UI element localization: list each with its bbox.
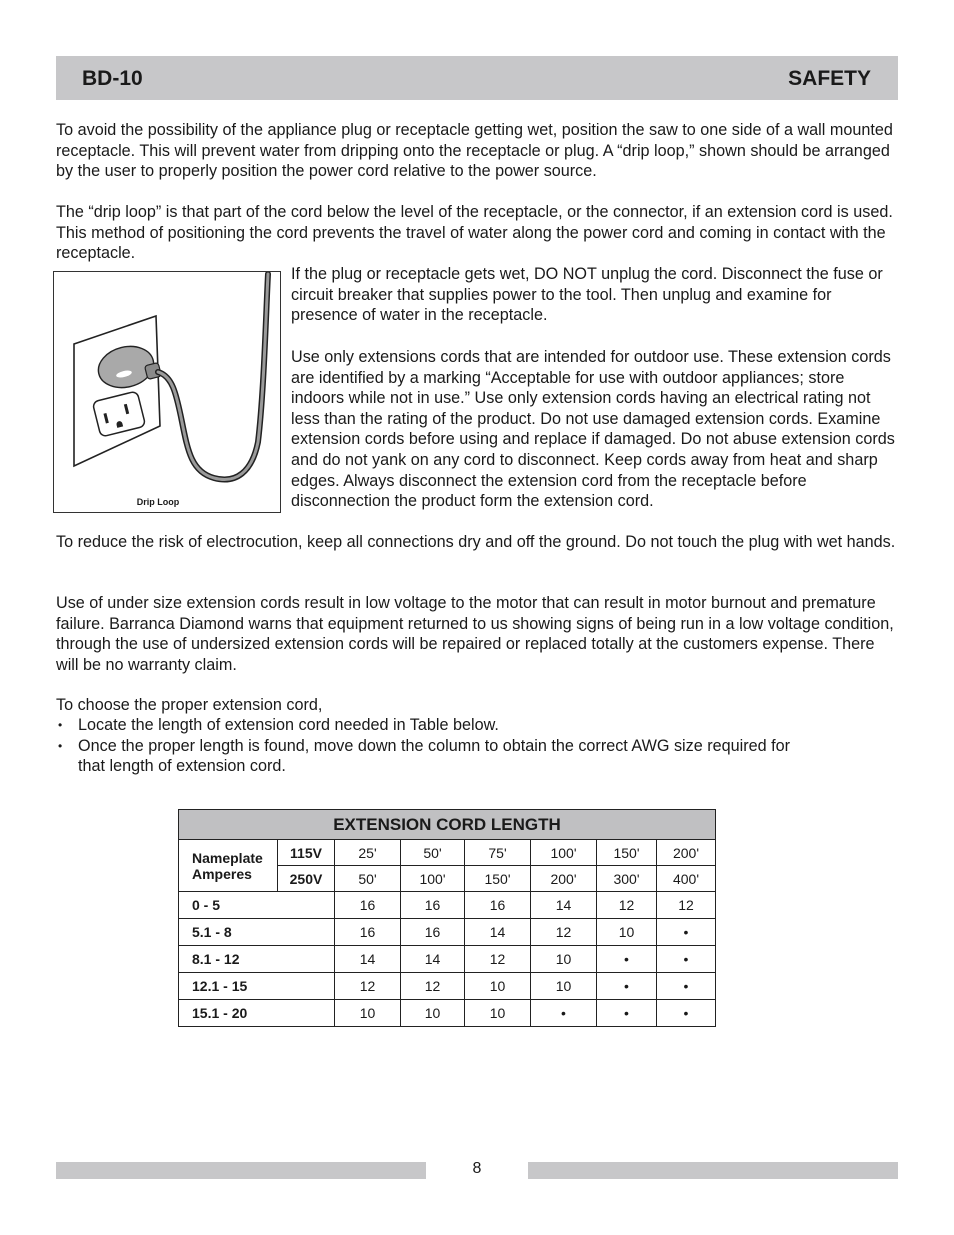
table-cell: 12 bbox=[657, 892, 716, 919]
voltage-115: 115V bbox=[278, 840, 335, 866]
table-cell: 10 bbox=[401, 1000, 465, 1027]
table-cell: • bbox=[657, 973, 716, 1000]
table-cell: 12 bbox=[401, 973, 465, 1000]
amperes-range: 5.1 - 8 bbox=[179, 919, 335, 946]
steps-list bbox=[56, 715, 816, 777]
amperes-header-line2: Amperes bbox=[192, 865, 252, 882]
table-cell: • bbox=[657, 1000, 716, 1027]
table-cell: 300' bbox=[597, 866, 657, 892]
table-row bbox=[179, 919, 716, 946]
table-cell: 14 bbox=[531, 892, 597, 919]
amperes-range: 15.1 - 20 bbox=[179, 1000, 335, 1027]
table-cell: 16 bbox=[465, 892, 531, 919]
table-cell: • bbox=[657, 919, 716, 946]
table-cell: 10 bbox=[531, 946, 597, 973]
footer-bar-right bbox=[528, 1162, 898, 1179]
table-cell: 10 bbox=[465, 973, 531, 1000]
figure-caption: Drip Loop bbox=[136, 497, 180, 507]
table-cell: 16 bbox=[335, 919, 401, 946]
extension-cord-table bbox=[178, 809, 716, 1027]
table-cell: • bbox=[597, 1000, 657, 1027]
table-cell: 14 bbox=[401, 946, 465, 973]
table-cell: 50' bbox=[401, 840, 465, 866]
paragraph-drip-loop: The “drip loop” is that part of the cord below the level of the receptacle, or the connector, if an extension cord is used. This method of positioning the cord prevents the travel of water along the power cord and coming in contact with the receptacle. bbox=[56, 203, 893, 263]
paragraph-wet-plug: If the plug or receptacle gets wet, DO NOT unplug the cord. Disconnect the fuse or circuit breaker that supplies power to the tool. Then unplug and examine for presence of water in the receptacle. bbox=[291, 265, 883, 325]
table-row bbox=[179, 1000, 716, 1027]
amperes-range: 8.1 - 12 bbox=[179, 946, 335, 973]
table-cell: 16 bbox=[335, 892, 401, 919]
table-cell: • bbox=[597, 946, 657, 973]
footer-bar-left bbox=[56, 1162, 426, 1179]
list-item: • Once the proper length is found, move down the column to obtain the correct AWG size required for that length of extension cord. bbox=[56, 736, 816, 777]
table-cell: 150' bbox=[597, 840, 657, 866]
table-cell: 50' bbox=[335, 866, 401, 892]
table-cell: 25' bbox=[335, 840, 401, 866]
table-cell: 100' bbox=[531, 840, 597, 866]
amperes-range: 12.1 - 15 bbox=[179, 973, 335, 1000]
table-cell: 150' bbox=[465, 866, 531, 892]
paragraph-undersize: Use of under size extension cords result in low voltage to the motor that can result in motor burnout and premature failure. Barranca Diamond warns that equipment returned to us showing signs of being run in a low voltage condition, through the use of undersized extension cords will be repaired or replaced totally at the customers expense. There will be no warranty claim. bbox=[56, 594, 894, 674]
table-cell: 75' bbox=[465, 840, 531, 866]
drip-loop-figure bbox=[53, 271, 281, 513]
table-title: EXTENSION CORD LENGTH bbox=[179, 810, 716, 840]
amperes-header bbox=[179, 840, 278, 892]
table-cell: 10 bbox=[597, 919, 657, 946]
table-cell: 14 bbox=[465, 919, 531, 946]
amperes-header-line1: Nameplate bbox=[192, 849, 263, 866]
page-number: 8 bbox=[472, 1160, 482, 1177]
table-cell: 10 bbox=[335, 1000, 401, 1027]
table-cell: 12 bbox=[465, 946, 531, 973]
section-title: SAFETY bbox=[788, 67, 871, 90]
table-cell: 400' bbox=[657, 866, 716, 892]
table-cell: 12 bbox=[531, 919, 597, 946]
table-row bbox=[179, 946, 716, 973]
table-cell: 10 bbox=[465, 1000, 531, 1027]
table-cell: • bbox=[531, 1000, 597, 1027]
drip-loop-illustration bbox=[54, 272, 280, 512]
model-name: BD-10 bbox=[82, 67, 143, 90]
table-cell: 16 bbox=[401, 919, 465, 946]
table-cell: 200' bbox=[531, 866, 597, 892]
table-cell: 12 bbox=[335, 973, 401, 1000]
table-cell: 200' bbox=[657, 840, 716, 866]
table-cell: 14 bbox=[335, 946, 401, 973]
table-cell: 100' bbox=[401, 866, 465, 892]
list-item: • Locate the length of extension cord needed in Table below. bbox=[56, 715, 816, 736]
page-header bbox=[56, 56, 898, 100]
table-row bbox=[179, 840, 716, 866]
amperes-range: 0 - 5 bbox=[179, 892, 335, 919]
paragraph-choose-cord: To choose the proper extension cord, bbox=[56, 696, 323, 714]
table-cell: 10 bbox=[531, 973, 597, 1000]
table-cell: • bbox=[657, 946, 716, 973]
table-row bbox=[179, 892, 716, 919]
voltage-250: 250V bbox=[278, 866, 335, 892]
table-row bbox=[179, 973, 716, 1000]
table-cell: • bbox=[597, 973, 657, 1000]
table-cell: 12 bbox=[597, 892, 657, 919]
paragraph-electrocution: To reduce the risk of electrocution, keep all connections dry and off the ground. Do not touch the plug with wet hands. bbox=[56, 533, 896, 551]
table-cell: 16 bbox=[401, 892, 465, 919]
paragraph-plug-position: To avoid the possibility of the appliance plug or receptacle getting wet, position the saw to one side of a wall mounted receptacle. This will prevent water from dripping onto the receptacle or plug. A “drip loop,” shown should be arranged by the user to properly position the power cord relative to the power source. bbox=[56, 121, 893, 181]
paragraph-outdoor-cords: Use only extensions cords that are intended for outdoor use. These extension cords are identified by a marking “Acceptable for use with outdoor appliances; store indoors while not in use.” Use only extension cords having an electrical rating not less than the rating of the product. Do not use damaged extension cords. Examine extension cords before using and replace if damaged. Do not abuse extension cords and do not yank on any cord to disconnect. Keep cords away from heat and sharp edges. Always disconnect the extension cord from the receptacle before disconnection the product form the extension cord. bbox=[291, 348, 895, 511]
